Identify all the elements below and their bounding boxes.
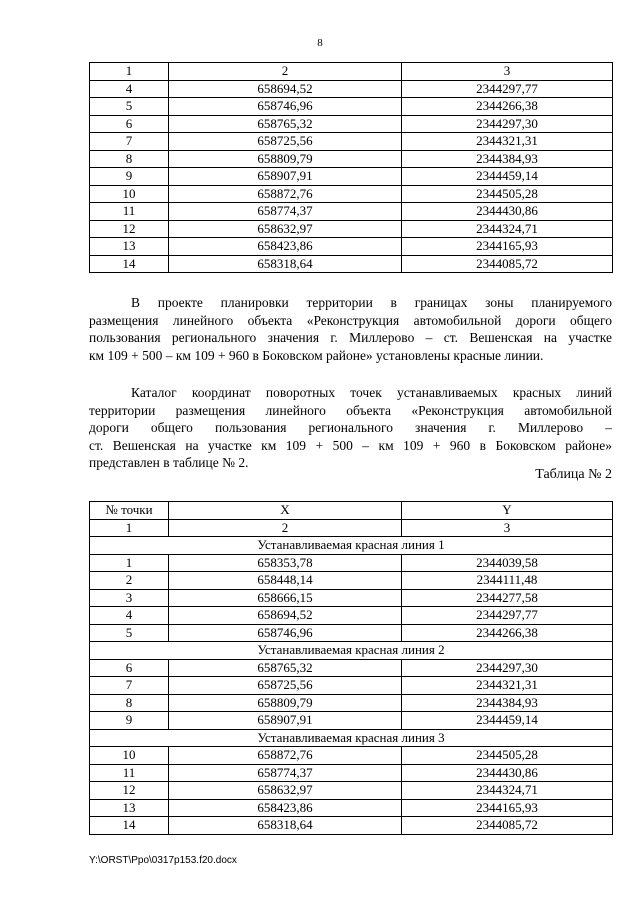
paragraph-line: Каталог координат поворотных точек устанавливаемых красных линий (131, 385, 612, 400)
point-number: 13 (90, 799, 169, 817)
y-coordinate: 2344297,77 (402, 80, 613, 98)
y-coordinate: 2344165,93 (402, 238, 613, 256)
table-row (90, 150, 613, 168)
paragraph-line: территории размещения линейного объекта «Реконструкция автомобильной (89, 402, 612, 418)
column-number: 1 (90, 63, 169, 81)
point-number: 3 (90, 589, 169, 607)
paragraph-line: размещения линейного объекта «Реконструкция автомобильной дороги общего (89, 312, 612, 328)
page-number: 8 (317, 37, 323, 49)
y-coordinate: 2344085,72 (402, 817, 613, 835)
y-coordinate: 2344505,28 (402, 747, 613, 765)
section-row (90, 729, 613, 747)
column-header-y: Y (402, 502, 613, 520)
column-number: 2 (169, 519, 402, 537)
y-coordinate: 2344321,31 (402, 133, 613, 151)
x-coordinate: 658448,14 (169, 572, 402, 590)
column-header-point: № точки (90, 502, 169, 520)
point-number: 9 (90, 168, 169, 186)
point-number: 9 (90, 712, 169, 730)
table-row (90, 115, 613, 133)
table-row (90, 764, 613, 782)
table-row (90, 607, 613, 625)
table-row (90, 220, 613, 238)
x-coordinate: 658774,37 (169, 764, 402, 782)
y-coordinate: 2344165,93 (402, 799, 613, 817)
x-coordinate: 658353,78 (169, 554, 402, 572)
paragraph-line: пользования регионального значения г. Миллерово – ст. Вешенская на участке (89, 330, 612, 345)
column-number: 3 (402, 63, 613, 81)
point-number: 14 (90, 817, 169, 835)
y-coordinate: 2344384,93 (402, 694, 613, 712)
point-number: 1 (90, 554, 169, 572)
y-coordinate: 2344277,58 (402, 589, 613, 607)
table-row (90, 817, 613, 835)
table-row (90, 255, 613, 273)
x-coordinate: 658774,37 (169, 203, 402, 221)
point-number: 11 (90, 764, 169, 782)
y-coordinate: 2344430,86 (402, 203, 613, 221)
table-row (90, 677, 613, 695)
x-coordinate: 658423,86 (169, 238, 402, 256)
y-coordinate: 2344505,28 (402, 185, 613, 203)
red-lines-coordinates-table (89, 501, 613, 835)
x-coordinate: 658872,76 (169, 747, 402, 765)
paragraph-line: представлен в таблице № 2. (89, 455, 249, 470)
point-number: 4 (90, 607, 169, 625)
y-coordinate: 2344459,14 (402, 712, 613, 730)
x-coordinate: 658809,79 (169, 150, 402, 168)
point-number: 12 (90, 782, 169, 800)
x-coordinate: 658746,96 (169, 624, 402, 642)
x-coordinate: 658746,96 (169, 98, 402, 116)
section-title: Устанавливаемая красная линия 1 (90, 537, 613, 555)
paragraph-line: ст. Вешенская на участке км 109 + 500 – км 109 + 960 в Боковском районе» (89, 437, 612, 453)
table-row (90, 203, 613, 221)
column-number: 3 (402, 519, 613, 537)
x-coordinate: 658423,86 (169, 799, 402, 817)
table-row (90, 80, 613, 98)
x-coordinate: 658666,15 (169, 589, 402, 607)
y-coordinate: 2344324,71 (402, 782, 613, 800)
table-row (90, 238, 613, 256)
table-row (90, 554, 613, 572)
table-caption: Таблица № 2 (535, 467, 612, 482)
coordinates-table-continuation (89, 62, 613, 273)
column-number: 2 (169, 63, 402, 81)
table-header-row (90, 502, 613, 520)
point-number: 12 (90, 220, 169, 238)
x-coordinate: 658632,97 (169, 220, 402, 238)
y-coordinate: 2344039,58 (402, 554, 613, 572)
table-row (90, 589, 613, 607)
x-coordinate: 658632,97 (169, 782, 402, 800)
table-header-row (90, 63, 613, 81)
point-number: 10 (90, 185, 169, 203)
point-number: 5 (90, 624, 169, 642)
paragraph-line: дороги общего пользования регионального значения г. Миллерово – (89, 420, 612, 435)
x-coordinate: 658907,91 (169, 168, 402, 186)
table-row (90, 133, 613, 151)
table-row (90, 747, 613, 765)
table-row (90, 572, 613, 590)
point-number: 7 (90, 133, 169, 151)
point-number: 6 (90, 115, 169, 133)
column-header-x: X (169, 502, 402, 520)
table-row (90, 659, 613, 677)
table-row (90, 168, 613, 186)
point-number: 10 (90, 747, 169, 765)
y-coordinate: 2344085,72 (402, 255, 613, 273)
section-row (90, 642, 613, 660)
table-row (90, 799, 613, 817)
y-coordinate: 2344266,38 (402, 624, 613, 642)
paragraph-line: км 109 + 500 – км 109 + 960 в Боковском районе» установлены красные линии. (89, 347, 544, 363)
x-coordinate: 658765,32 (169, 115, 402, 133)
paragraph-red-lines-established (89, 294, 612, 364)
document-file-path: Y:\ORST\Ppo\0317p153.f20.docx (89, 855, 237, 866)
column-numbers-row (90, 519, 613, 537)
y-coordinate: 2344266,38 (402, 98, 613, 116)
x-coordinate: 658872,76 (169, 185, 402, 203)
point-number: 14 (90, 255, 169, 273)
table-row (90, 185, 613, 203)
x-coordinate: 658725,56 (169, 677, 402, 695)
point-number: 6 (90, 659, 169, 677)
paragraph-line: В проекте планировки территории в границах зоны планируемого (131, 295, 612, 310)
x-coordinate: 658765,32 (169, 659, 402, 677)
x-coordinate: 658725,56 (169, 133, 402, 151)
point-number: 8 (90, 150, 169, 168)
table-row (90, 624, 613, 642)
point-number: 4 (90, 80, 169, 98)
y-coordinate: 2344111,48 (402, 572, 613, 590)
point-number: 7 (90, 677, 169, 695)
y-coordinate: 2344321,31 (402, 677, 613, 695)
x-coordinate: 658809,79 (169, 694, 402, 712)
point-number: 5 (90, 98, 169, 116)
paragraph-catalog-description (89, 384, 612, 472)
y-coordinate: 2344297,30 (402, 659, 613, 677)
y-coordinate: 2344430,86 (402, 764, 613, 782)
section-row (90, 537, 613, 555)
section-title: Устанавливаемая красная линия 2 (90, 642, 613, 660)
y-coordinate: 2344459,14 (402, 168, 613, 186)
column-number: 1 (90, 519, 169, 537)
y-coordinate: 2344324,71 (402, 220, 613, 238)
table-row (90, 782, 613, 800)
x-coordinate: 658694,52 (169, 80, 402, 98)
point-number: 8 (90, 694, 169, 712)
table-row (90, 98, 613, 116)
table-row (90, 694, 613, 712)
section-title: Устанавливаемая красная линия 3 (90, 729, 613, 747)
x-coordinate: 658694,52 (169, 607, 402, 625)
y-coordinate: 2344297,30 (402, 115, 613, 133)
y-coordinate: 2344297,77 (402, 607, 613, 625)
x-coordinate: 658318,64 (169, 817, 402, 835)
point-number: 2 (90, 572, 169, 590)
table-row (90, 712, 613, 730)
y-coordinate: 2344384,93 (402, 150, 613, 168)
point-number: 13 (90, 238, 169, 256)
point-number: 11 (90, 203, 169, 221)
x-coordinate: 658318,64 (169, 255, 402, 273)
x-coordinate: 658907,91 (169, 712, 402, 730)
